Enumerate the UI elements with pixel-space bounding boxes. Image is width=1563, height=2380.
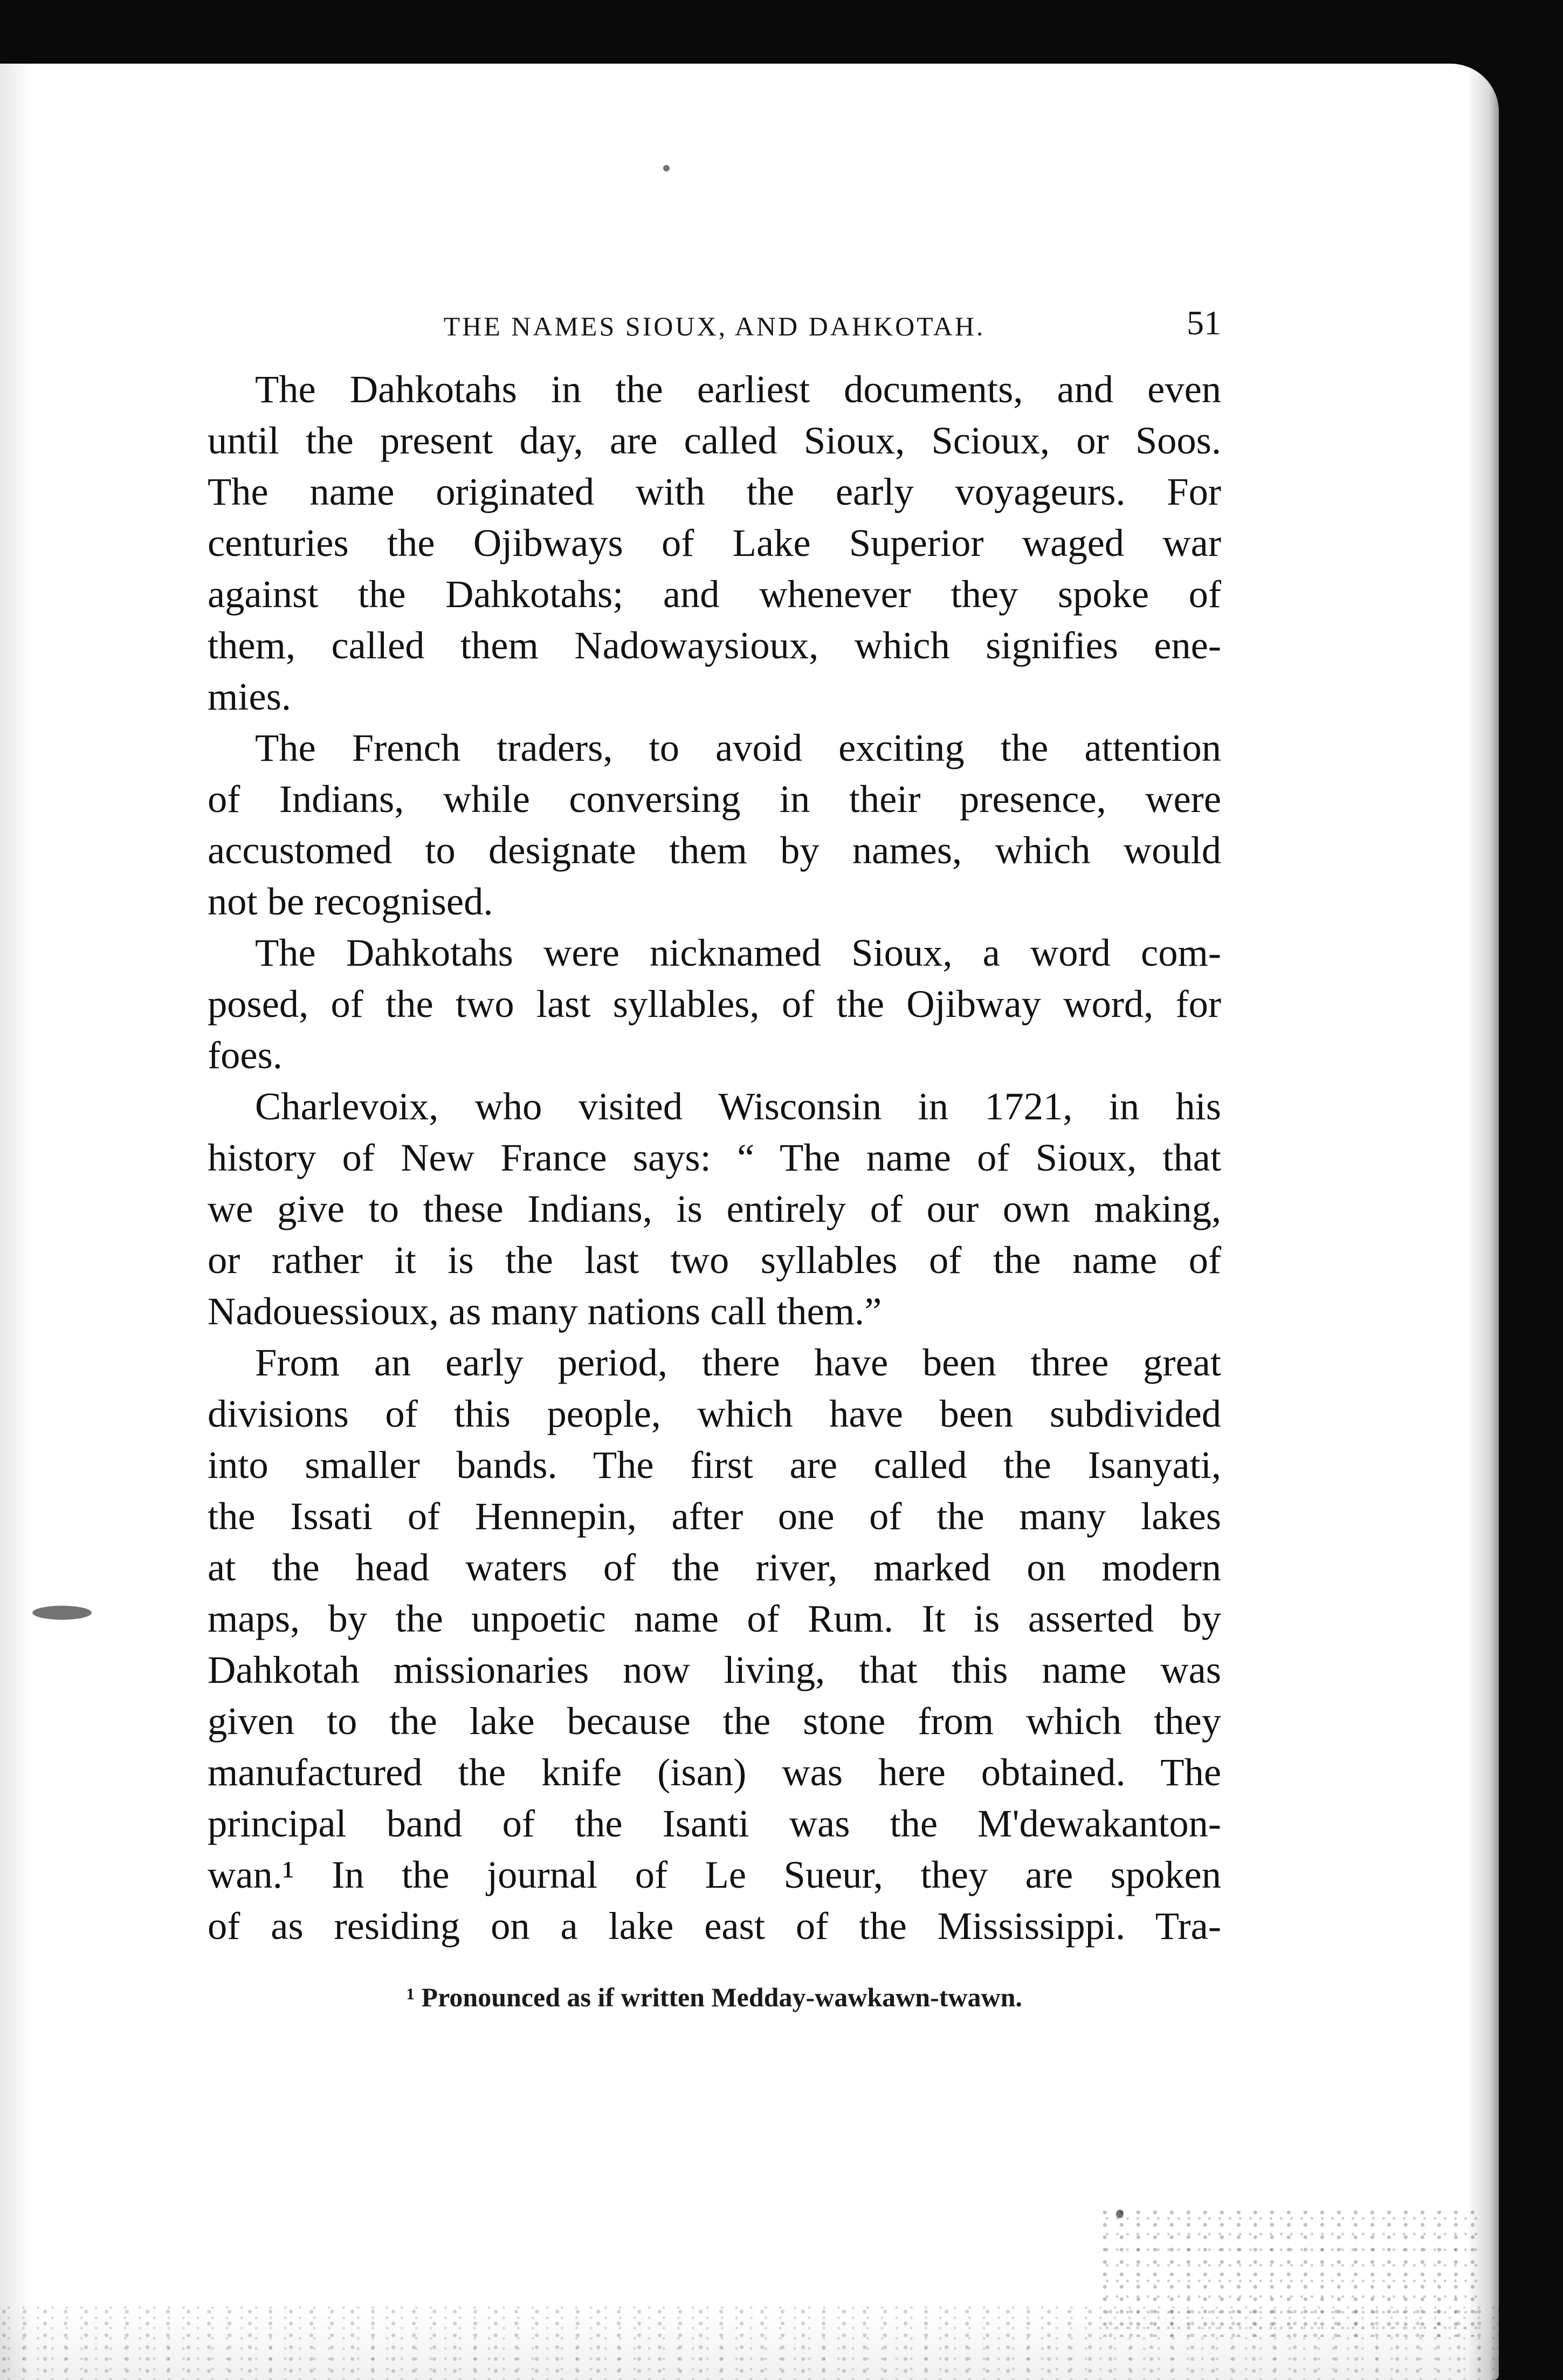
text-line: at the head waters of the river, marked on modern [208, 1545, 1221, 1589]
paragraph [208, 1337, 1221, 1951]
text-line: given to the lake because the stone from which they [208, 1699, 1221, 1743]
page-spine-shadow [0, 64, 32, 2380]
text-line: of Indians, while conversing in their presence, were [208, 777, 1221, 821]
text-line: mies. [208, 675, 292, 718]
page-edge-shadow [1466, 64, 1499, 2380]
text-line: From an early period, there have been three great [255, 1340, 1221, 1384]
scan-specks [1100, 2207, 1477, 2337]
paragraph [208, 1081, 1221, 1337]
paragraph [208, 363, 1221, 722]
text-line: divisions of this people, which have been subdivided [208, 1392, 1221, 1435]
text-line: or rather it is the last two syllables of the name of [208, 1238, 1221, 1282]
text-line: wan.¹ In the journal of Le Sueur, they are spoken [208, 1853, 1221, 1896]
text-line: maps, by the unpoetic name of Rum. It is asserted by [208, 1597, 1221, 1640]
book-page [0, 64, 1499, 2380]
ink-smudge [1116, 2210, 1124, 2218]
text-line: not be recognised. [208, 879, 493, 923]
text-line: the Issati of Hennepin, after one of the many lakes [208, 1494, 1221, 1538]
running-head [208, 299, 1221, 363]
text-line: The name originated with the early voyageurs. For [208, 470, 1221, 513]
text-line: The French traders, to avoid exciting the attention [255, 726, 1221, 769]
text-line: The Dahkotahs in the earliest documents, and even [255, 367, 1221, 411]
ink-smudge [663, 165, 670, 171]
paragraph [208, 722, 1221, 927]
text-line: centuries the Ojibways of Lake Superior waged war [208, 521, 1221, 565]
text-line: against the Dahkotahs; and whenever they spoke of [208, 572, 1221, 616]
text-line: manufactured the knife (isan) was here obtained. The [208, 1750, 1221, 1794]
ink-smudge [32, 1606, 92, 1620]
paragraph [208, 927, 1221, 1081]
text-line: of as residing on a lake east of the Mississippi. Tra- [208, 1904, 1221, 1948]
text-line: Charlevoix, who visited Wisconsin in 1721, in his [255, 1084, 1221, 1128]
text-line: posed, of the two last syllables, of the Ojibway word, for [208, 982, 1221, 1026]
text-line: Dahkotah missionaries now living, that this name was [208, 1648, 1221, 1691]
text-line: we give to these Indians, is entirely of our own making, [208, 1187, 1221, 1230]
text-line: principal band of the Isanti was the M'dewakanton- [208, 1801, 1221, 1845]
text-line: into smaller bands. The first are called the Isanyati, [208, 1443, 1221, 1487]
body-text [208, 363, 1221, 1951]
text-line: Nadouessioux, as many nations call them.” [208, 1289, 882, 1333]
text-line: them, called them Nadowaysioux, which signifies ene- [208, 623, 1221, 667]
text-block [208, 299, 1221, 2016]
footnote: ¹ Pronounced as if written Medday-wawkawn-twawn. [407, 1982, 1022, 2012]
page-number: 51 [1187, 304, 1221, 342]
text-line: until the present day, are called Sioux, Scioux, or Soos. [208, 418, 1221, 462]
running-head-title: THE NAMES SIOUX, AND DAHKOTAH. [443, 311, 986, 341]
text-line: accustomed to designate them by names, which would [208, 828, 1221, 872]
text-line: history of New France says: “ The name of Sioux, that [208, 1136, 1221, 1179]
text-line: foes. [208, 1033, 283, 1077]
text-line: The Dahkotahs were nicknamed Sioux, a word com- [255, 931, 1221, 974]
